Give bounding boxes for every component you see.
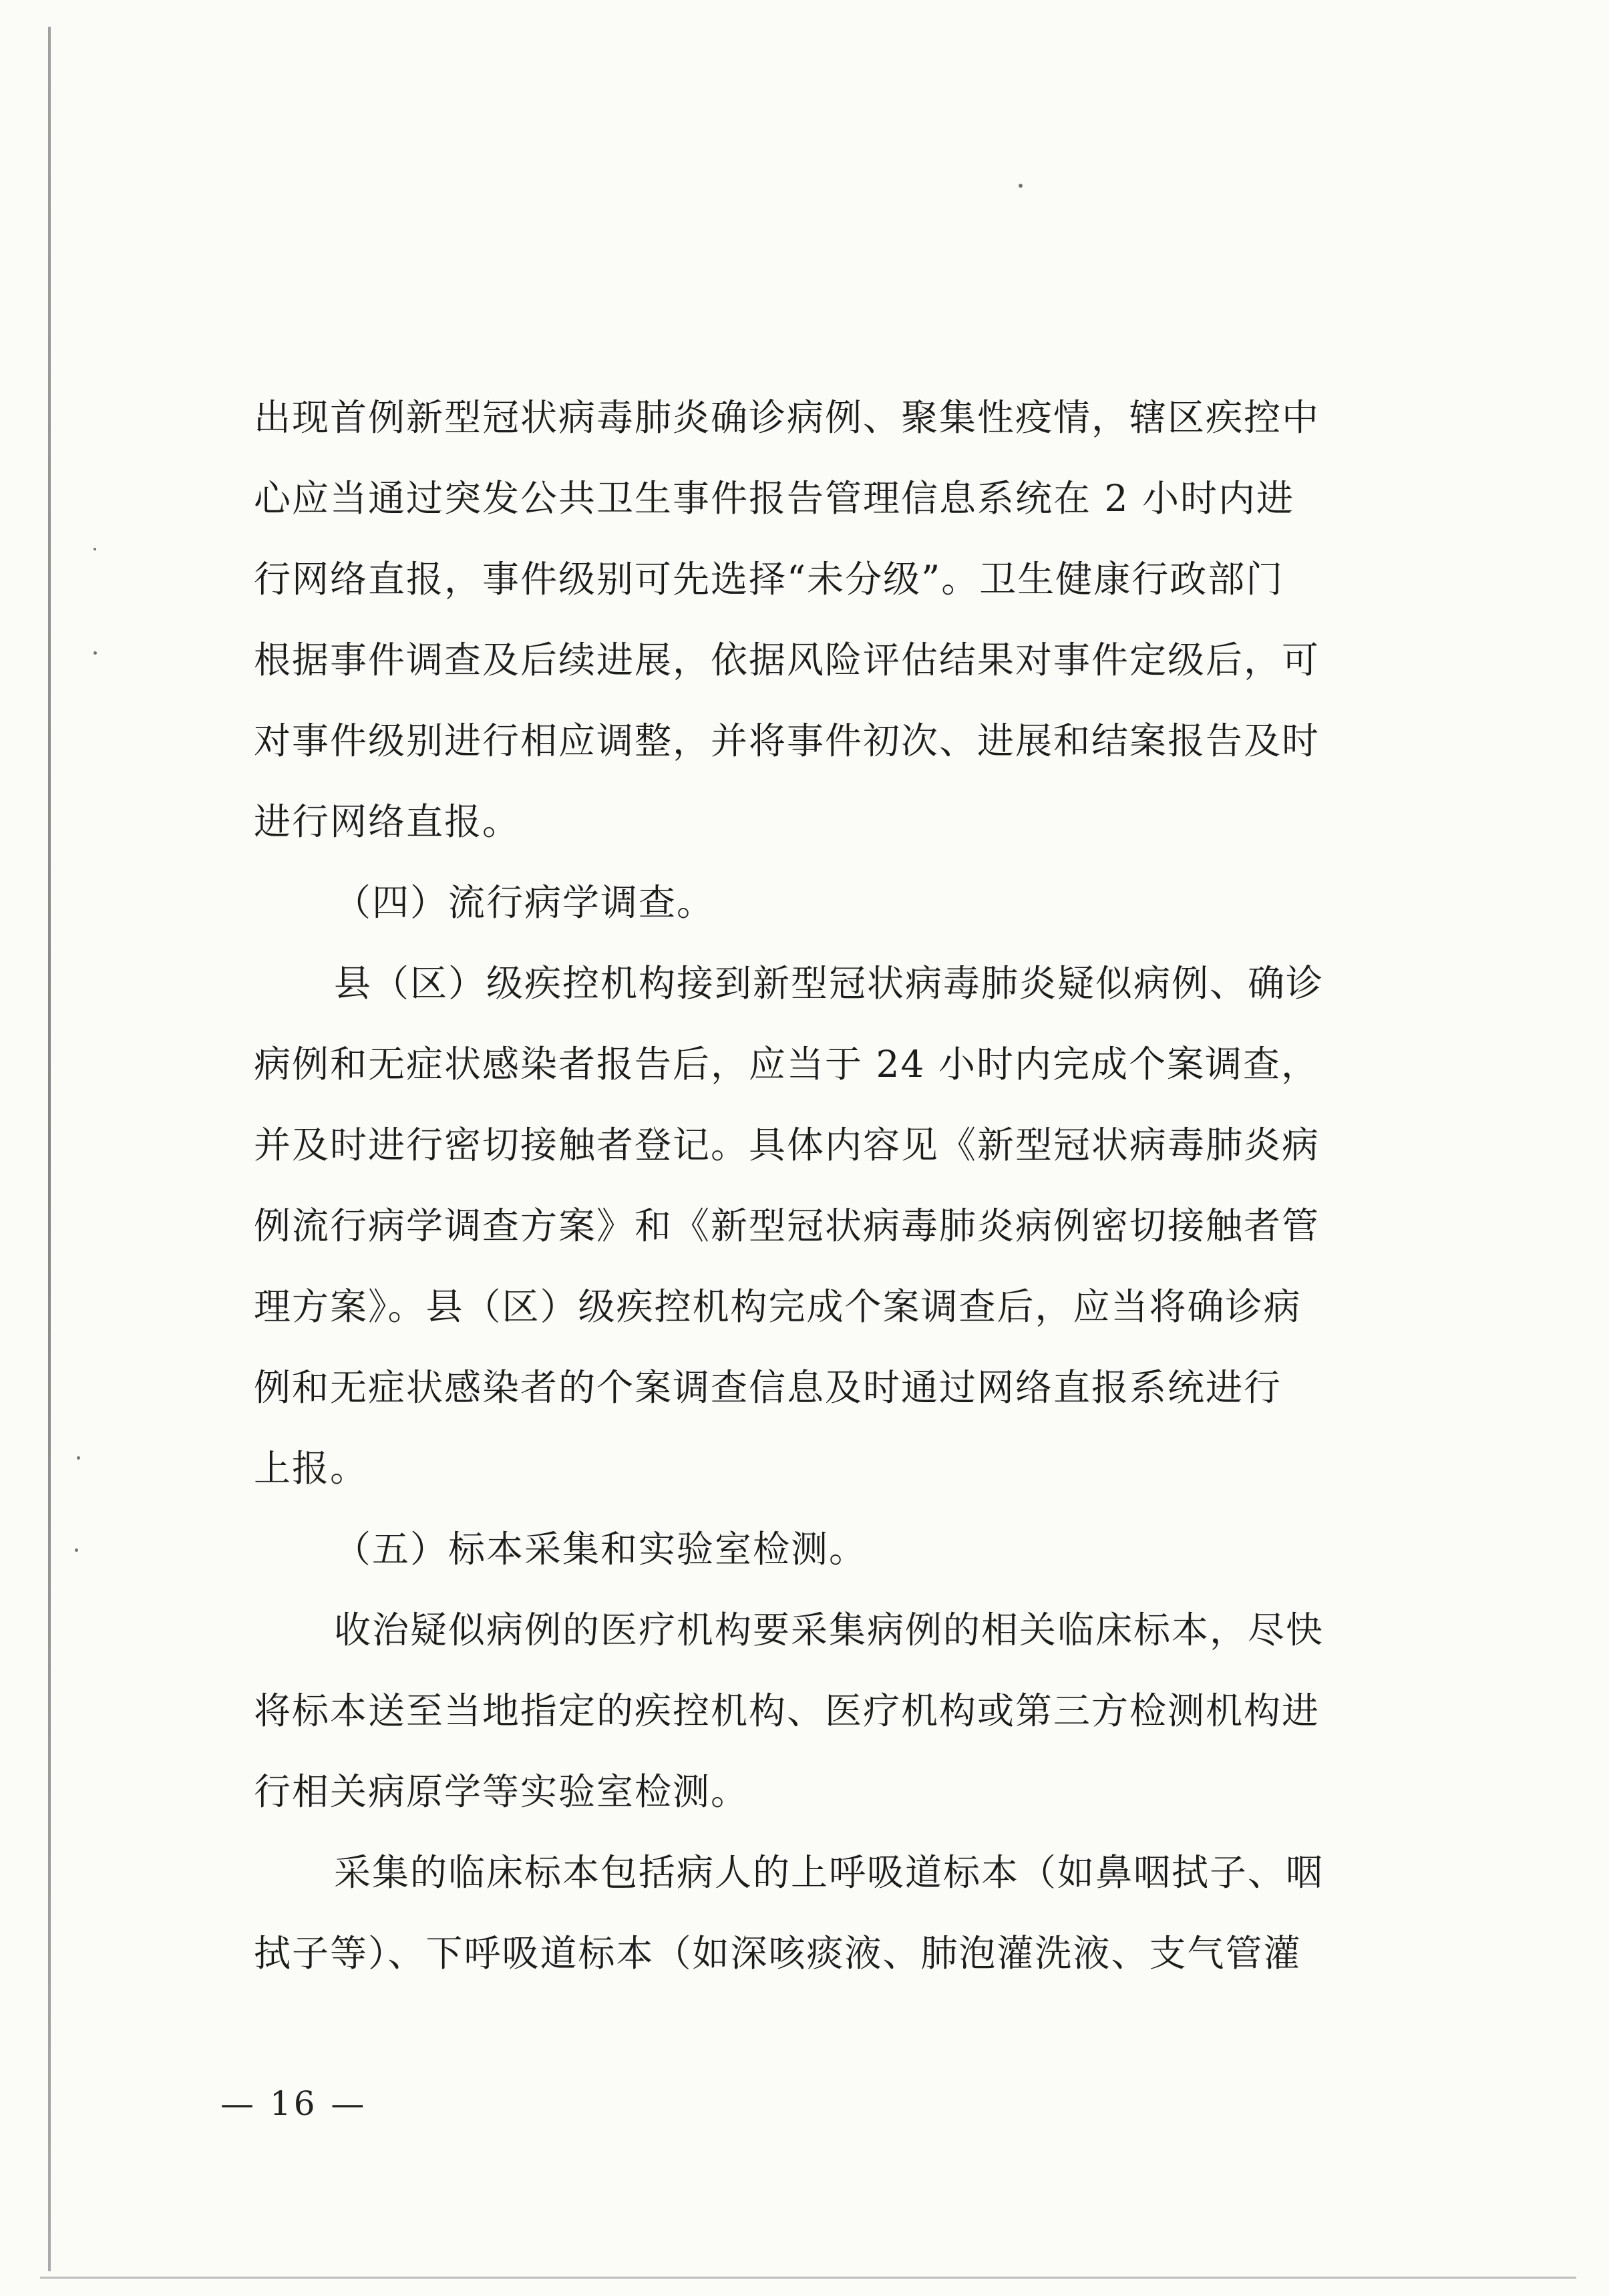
paragraph-line: 对事件级别进行相应调整，并将事件初次、进展和结案报告及时 (254, 719, 1320, 762)
scan-binding-edge (48, 27, 51, 2271)
paragraph-line: 拭子等）、下呼吸道标本（如深咳痰液、肺泡灌洗液、支气管灌 (254, 1932, 1302, 1975)
document-body (254, 377, 1409, 1994)
paragraph-line: 收治疑似病例的医疗机构要采集病例的相关临床标本，尽快 (334, 1609, 1324, 1651)
paragraph-line: 将标本送至当地指定的疾控机构、医疗机构或第三方检测机构进 (254, 1689, 1320, 1732)
scan-speck (75, 1548, 78, 1552)
paragraph-line: 根据事件调查及后续进展，依据风险评估结果对事件定级后，可 (254, 639, 1320, 681)
paragraph-line: 病例和无症状感染者报告后，应当于 24 小时内完成个案调查， (254, 1043, 1319, 1086)
scan-speck (1019, 184, 1023, 188)
paragraph-line: 采集的临床标本包括病人的上呼吸道标本（如鼻咽拭子、咽 (334, 1851, 1324, 1894)
paragraph-line: 县（区）级疾控机构接到新型冠状病毒肺炎疑似病例、确诊 (334, 962, 1324, 1005)
paragraph-line: 进行网络直报。 (254, 800, 521, 843)
paragraph-line: 上报。 (254, 1447, 369, 1490)
paragraph-line: 例和无症状感染者的个案调查信息及时通过网络直报系统进行 (254, 1366, 1282, 1409)
page-number: — 16 — (220, 2084, 367, 2123)
scan-speck (94, 548, 96, 550)
paragraph-line: 心应当通过突发公共卫生事件报告管理信息系统在 2 小时内进 (254, 477, 1294, 520)
paragraph-line: 例流行病学调查方案》和《新型冠状病毒肺炎病例密切接触者管 (254, 1204, 1320, 1247)
paragraph-line: 行相关病原学等实验室检测。 (254, 1770, 749, 1813)
paragraph-line: 行网络直报，事件级别可先选择“未分级”。卫生健康行政部门 (254, 558, 1284, 601)
paragraph-line: 出现首例新型冠状病毒肺炎确诊病例、聚集性疫情，辖区疾控中 (254, 396, 1320, 439)
paragraph-line: 理方案》。县（区）级疾控机构完成个案调查后，应当将确诊病 (254, 1285, 1302, 1328)
scan-bottom-edge (40, 2277, 1576, 2279)
paragraph-line: 并及时进行密切接触者登记。具体内容见《新型冠状病毒肺炎病 (254, 1124, 1320, 1166)
scan-speck (77, 1456, 80, 1460)
scan-speck (94, 651, 97, 655)
section-heading: （四）流行病学调查。 (334, 881, 715, 924)
section-heading: （五）标本采集和实验室检测。 (334, 1528, 868, 1571)
